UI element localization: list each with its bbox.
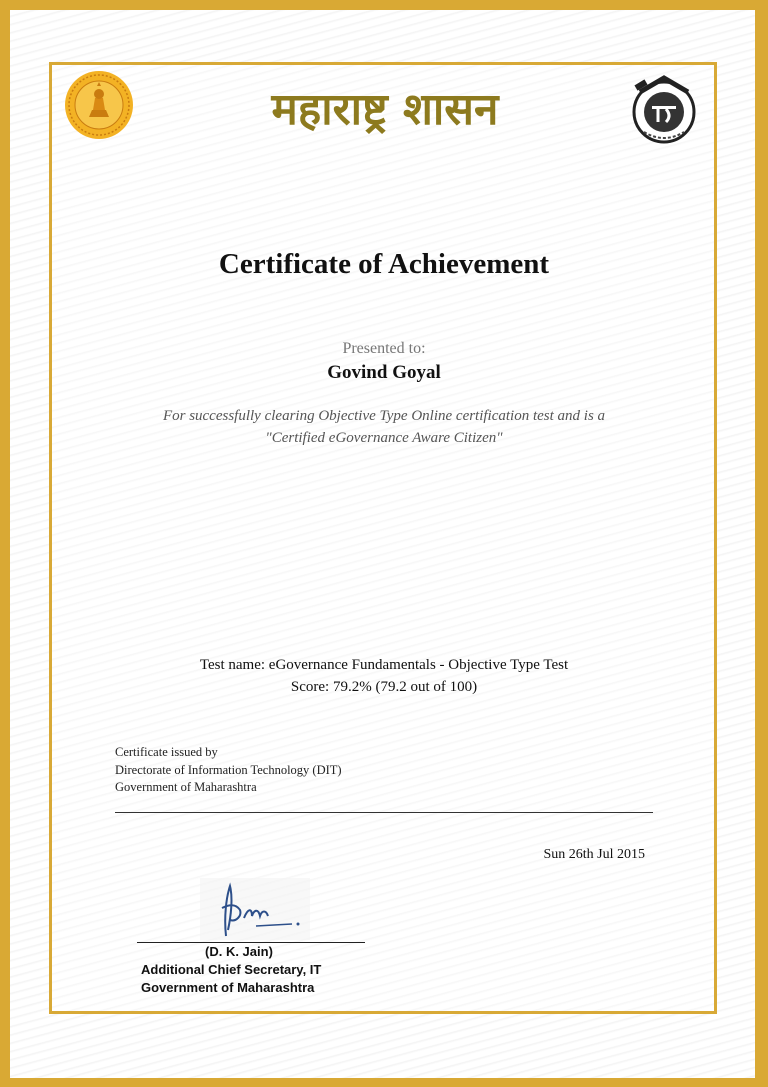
issuer-line-1: Certificate issued by	[115, 745, 218, 759]
presented-label: Presented to:	[342, 340, 426, 357]
issuer-line-3: Government of Maharashtra	[115, 780, 257, 794]
signature-image	[200, 878, 310, 940]
government-title: महाराष्ट्र शासन	[271, 84, 499, 135]
description-line-2: "Certified eGovernance Aware Citizen"	[265, 430, 503, 446]
signatory-organization: Government of Maharashtra	[141, 980, 315, 995]
recipient-name: Govind Goyal	[327, 362, 441, 383]
certificate-frame	[49, 62, 717, 1014]
signatory-designation: Additional Chief Secretary, IT	[141, 962, 322, 977]
signatory-name: (D. K. Jain)	[205, 944, 273, 959]
issue-date: Sun 26th Jul 2015	[543, 847, 645, 862]
divider	[115, 812, 653, 813]
signature-line	[137, 942, 365, 943]
certificate-title: Certificate of Achievement	[218, 248, 550, 280]
score: Score: 79.2% (79.2 out of 100)	[290, 679, 478, 695]
issuer-line-2: Directorate of Information Technology (DIT)	[115, 763, 342, 777]
description-line-1: For successfully clearing Objective Type Online certification test and is a	[162, 408, 606, 424]
maharashtra-seal-icon	[64, 70, 134, 140]
test-name: Test name: eGovernance Fundamentals - Objective Type Test	[199, 657, 569, 673]
setu-logo-icon	[626, 70, 702, 148]
